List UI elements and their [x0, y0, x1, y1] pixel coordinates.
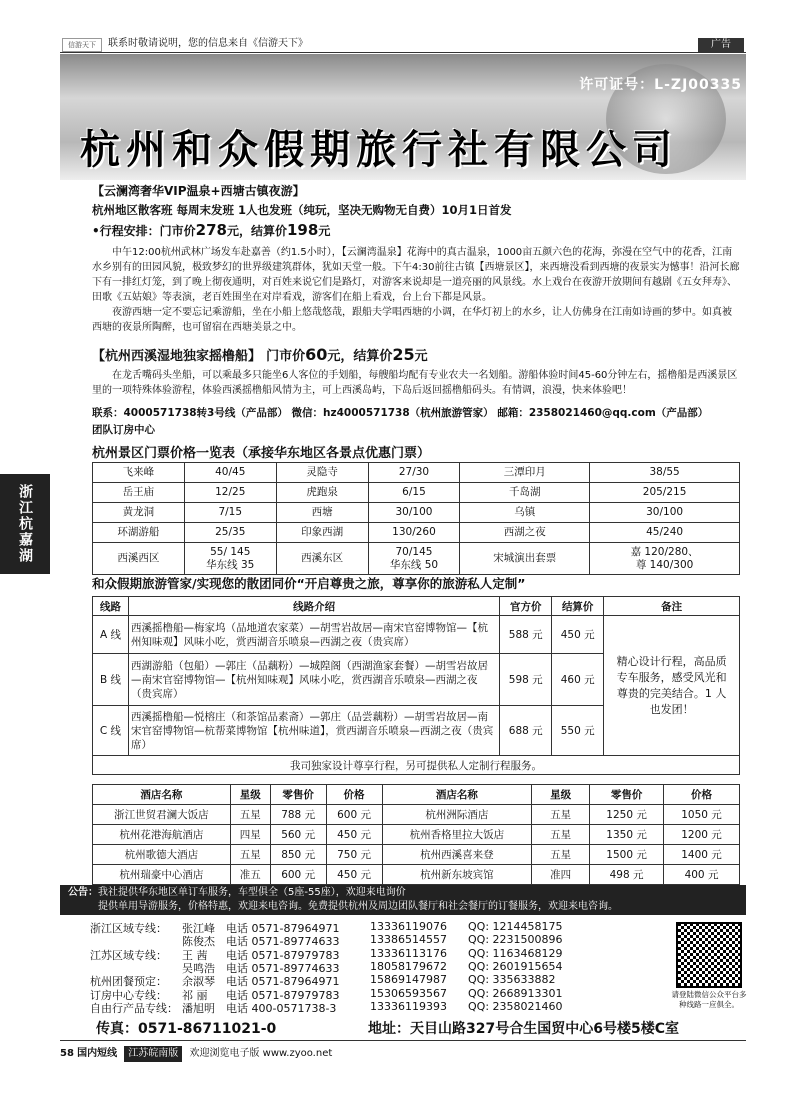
- hotel-header: 酒店名称: [382, 785, 532, 805]
- hotel-star: 五星: [532, 845, 590, 865]
- ticket-attraction: 西溪西区: [93, 543, 185, 575]
- contact-qq: QQ: 2668913301: [468, 986, 563, 1000]
- ticket-attraction: 乌镇: [460, 503, 590, 523]
- hotel-retail-price: 1250 元: [590, 805, 664, 825]
- contact-qq: QQ: 2358021460: [468, 999, 563, 1013]
- route-table: [92, 596, 740, 775]
- hotel-star: 五星: [532, 825, 590, 845]
- hotel-name: 杭州新东坡宾馆: [382, 865, 532, 885]
- qr-code: [676, 922, 742, 988]
- top-strip: [60, 36, 744, 52]
- hotel-retail-price: 600 元: [270, 865, 326, 885]
- route-header-settle: 结算价: [552, 597, 604, 616]
- contact-mobile: 18058179672: [370, 959, 447, 973]
- contact-department: 自由行产品专线：: [90, 1001, 178, 1015]
- contact-phone: 电话 0571-87964971: [226, 975, 340, 989]
- publication-logo: 信游天下: [62, 38, 102, 52]
- tour2-heading: [92, 345, 428, 364]
- hotel-header: 零售价: [270, 785, 326, 805]
- ticket-attraction: 宋城演出套票: [460, 543, 590, 575]
- notice-line-2: 提供单用导游服务，价格特惠，欢迎来电咨询。免费提供杭州及周边团队餐厅和社会餐厅的订餐服务，欢迎来电咨询。: [98, 901, 618, 912]
- tour2-price-unit: 元: [414, 349, 428, 364]
- ticket-attraction: 黄龙洞: [93, 503, 185, 523]
- tour1-title: 【云澜湾奢华VIP温泉+西塘古镇夜游】: [92, 184, 305, 198]
- ticket-attraction: 印象西湖: [276, 523, 368, 543]
- tour1-price-mid: 元，结算价: [226, 224, 287, 238]
- contact-department: 浙江区域专线：: [90, 922, 167, 935]
- contact-department: 订房中心专线：: [90, 988, 167, 1002]
- ticket-attraction: 灵隐寺: [276, 463, 368, 483]
- hotel-header: 价格: [664, 785, 740, 805]
- group-booking-center: 团队订房中心: [92, 424, 155, 436]
- page-footer: [60, 1046, 560, 1062]
- contact-phone: 电话 0571-89774633: [226, 961, 340, 975]
- hotel-header: 酒店名称: [93, 785, 231, 805]
- route-header-note: 备注: [604, 597, 740, 616]
- ticket-attraction: 千岛湖: [460, 483, 590, 503]
- notice-line-1: 我社提供华东地区单订车服务，车型俱全（5座-55座），欢迎来电询价: [98, 887, 406, 898]
- ticket-attraction: 环湖游船: [93, 523, 185, 543]
- tour2-price-mid: 元，结算价: [327, 349, 393, 364]
- contact-qq: QQ: 2231500896: [468, 933, 563, 947]
- ticket-row: [93, 503, 740, 523]
- ticket-price: 12/25: [184, 483, 276, 503]
- ticket-price: 27/30: [368, 463, 460, 483]
- hotel-row: [93, 805, 740, 825]
- hotel-row: [93, 865, 740, 885]
- route-desc: 西溪摇橹船—悦榕庄（和茶馆品素斋）—郭庄（品尝藕粉）—胡雪岩故居—南宋官窑博物馆—杭帮菜博物馆【杭州味道】，赏西湖音乐喷泉—西湖之夜（贵宾席）: [128, 706, 499, 756]
- contact-name: 吴鸣浩: [182, 961, 215, 975]
- hotel-star: 准五: [230, 865, 270, 885]
- contact-mobile: 13386514557: [370, 933, 447, 947]
- contact-department: 江苏区域专线：: [90, 948, 167, 962]
- fax-number: 传真：0571-86711021-0: [96, 1021, 277, 1037]
- tour1-paragraph-2: 夜游西塘一定不要忘记乘游船，坐在小船上悠哉悠哉，跟船夫学唱西塘的小调，在华灯初上的水乡，让人仿佛身在江南如诗画的梦中。如真被西塘的夜景所陶醉，也可留宿在西塘美景之中。: [92, 307, 732, 333]
- contact-phone: 电话 0571-87979783: [226, 988, 340, 1002]
- ticket-table-title: 杭州景区门票价格一览表（承接华东地区各景点优惠门票）: [92, 446, 431, 461]
- tour2-settle-price: 25: [392, 345, 415, 364]
- ticket-price: 130/260: [368, 523, 460, 543]
- contact-mobile: 13336113176: [370, 946, 447, 960]
- ticket-row: [93, 543, 740, 575]
- hotel-name: 杭州洲际酒店: [382, 805, 532, 825]
- ticket-attraction: 西湖之夜: [460, 523, 590, 543]
- tour2-paragraph: 在龙舌嘴码头坐船，可以乘最多只能坐6人客位的手划船，每艘船均配有专业农夫一名划船。游船体验时间45-60分钟左右，摇橹船是西溪景区里的一项特殊体验游程，体验西溪摇橹船风情为主，可上西溪岛屿，下岛后返回摇橹船码头。有情调，浪漫，快来体验吧！: [92, 370, 738, 396]
- contact-phone: 电话 400-0571738-3: [226, 1001, 337, 1015]
- qr-caption: 请登陆微信公众平台多种线路一应俱全。: [671, 990, 747, 1009]
- route-header-official: 官方价: [500, 597, 552, 616]
- ticket-price: 25/35: [184, 523, 276, 543]
- ticket-price: 嘉 120/280、 尊 140/300: [590, 543, 740, 575]
- route-line: B 线: [93, 654, 129, 706]
- hotel-price: 450 元: [326, 825, 382, 845]
- contact-qq: QQ: 2601915654: [468, 959, 563, 973]
- hotel-name: 杭州香格里拉大饭店: [382, 825, 532, 845]
- contact-phone: 电话 0571-87964971: [226, 922, 340, 935]
- contact-qq: QQ: 1163468129: [468, 946, 563, 960]
- source-message: 联系时敬请说明，您的信息来自《信游天下》: [108, 38, 308, 49]
- hotel-retail-price: 1500 元: [590, 845, 664, 865]
- contact-line: 联系：4000571738转3号线（产品部） 微信：hz4000571738（杭州旅游管家） 邮箱：2358021460@qq.com（产品部）: [92, 407, 709, 419]
- ticket-row: [93, 463, 740, 483]
- edition-badge: 江苏皖南版: [124, 1046, 182, 1062]
- ticket-price: 30/100: [368, 503, 460, 523]
- tour1-price: [92, 221, 330, 239]
- top-divider: [60, 52, 746, 53]
- tour1-settle-price: 198: [287, 221, 319, 239]
- route-note: 精心设计行程，高品质专车服务，感受风光和尊贵的完美结合。1 人也发团！: [604, 616, 740, 756]
- hotel-header: 价格: [326, 785, 382, 805]
- contact-name: 张江峰: [182, 922, 215, 935]
- routes-title: 和众假期旅游管家/实现您的散团同价“开启尊贵之旅，尊享你的旅游私人定制”: [92, 576, 526, 591]
- ticket-price: 6/15: [368, 483, 460, 503]
- hotel-retail-price: 788 元: [270, 805, 326, 825]
- ticket-price: 45/240: [590, 523, 740, 543]
- hotel-star: 四星: [230, 825, 270, 845]
- ticket-price: 7/15: [184, 503, 276, 523]
- route-settle-price: 450 元: [552, 616, 604, 654]
- tour2-title: 【杭州西溪湿地独家摇橹船】: [92, 349, 262, 364]
- route-settle-price: 550 元: [552, 706, 604, 756]
- tour1-price-label: •行程安排：门市价: [92, 224, 196, 238]
- ticket-price: 70/145 华东线 50: [368, 543, 460, 575]
- ticket-attraction: 飞来峰: [93, 463, 185, 483]
- license-number: 许可证号：L-ZJ00335: [579, 77, 742, 93]
- hotel-retail-price: 560 元: [270, 825, 326, 845]
- hotel-header: 星级: [532, 785, 590, 805]
- hotel-name: 杭州花港海航酒店: [93, 825, 231, 845]
- tour2-market-price: 60: [305, 345, 328, 364]
- hotel-star: 五星: [230, 805, 270, 825]
- address: 地址：天目山路327号合生国贸中心6号楼5楼C室: [368, 1021, 679, 1037]
- hotel-price: 400 元: [664, 865, 740, 885]
- section-name: 国内短线: [77, 1048, 118, 1059]
- hotel-row: [93, 825, 740, 845]
- contact-mobile: 15306593567: [370, 986, 447, 1000]
- company-name: 杭州和众假期旅行社有限公司: [80, 126, 678, 173]
- ticket-price: 205/215: [590, 483, 740, 503]
- contact-qq: QQ: 335633882: [468, 973, 556, 987]
- region-label-1: 浙江: [17, 484, 33, 516]
- hotel-name: 浙江世贸君澜大饭店: [93, 805, 231, 825]
- contact-mobile: 13336119393: [370, 999, 447, 1013]
- ticket-attraction: 西塘: [276, 503, 368, 523]
- hotel-row: [93, 845, 740, 865]
- hotel-star: 五星: [230, 845, 270, 865]
- ticket-price: 40/45: [184, 463, 276, 483]
- notice-label: 公告：: [68, 887, 98, 898]
- ticket-attraction: 三潭印月: [460, 463, 590, 483]
- tour1-price-unit: 元: [318, 224, 331, 238]
- ticket-row: [93, 523, 740, 543]
- hotel-retail-price: 498 元: [590, 865, 664, 885]
- route-line: A 线: [93, 616, 129, 654]
- hotel-star: 五星: [532, 805, 590, 825]
- region-side-tab: [0, 474, 50, 574]
- hotel-price: 600 元: [326, 805, 382, 825]
- hotel-price: 750 元: [326, 845, 382, 865]
- tour1-market-price: 278: [195, 221, 227, 239]
- contact-phone: 电话 0571-89774633: [226, 935, 340, 949]
- route-header-line: 线路: [93, 597, 129, 616]
- ticket-price-table: [92, 462, 740, 575]
- ticket-row: [93, 483, 740, 503]
- ticket-attraction: 岳王庙: [93, 483, 185, 503]
- hotel-retail-price: 1350 元: [590, 825, 664, 845]
- route-footer: 我司独家设计尊享行程，另可提供私人定制行程服务。: [93, 756, 740, 775]
- contact-name: 祁 丽: [182, 988, 208, 1002]
- hotel-name: 杭州西溪喜来登: [382, 845, 532, 865]
- route-settle-price: 460 元: [552, 654, 604, 706]
- ticket-attraction: 虎跑泉: [276, 483, 368, 503]
- route-official-price: 588 元: [500, 616, 552, 654]
- hotel-name: 杭州瑞豪中心酒店: [93, 865, 231, 885]
- hotel-price: 1200 元: [664, 825, 740, 845]
- contact-mobile: 13336119076: [370, 920, 447, 933]
- contact-qq: QQ: 1214458175: [468, 920, 563, 933]
- ticket-price: 30/100: [590, 503, 740, 523]
- contact-name: 王 茜: [182, 948, 208, 962]
- contact-name: 潘旭明: [182, 1001, 215, 1015]
- hotel-retail-price: 850 元: [270, 845, 326, 865]
- bottom-divider: [60, 1040, 746, 1041]
- ad-tag: 广告: [698, 38, 744, 52]
- contact-name: 余淑琴: [182, 975, 215, 989]
- hotel-star: 准四: [532, 865, 590, 885]
- ticket-price: 38/55: [590, 463, 740, 483]
- route-desc: 西溪摇橹船—梅家坞（品地道农家菜）—胡雪岩故居—南宋官窑博物馆—【杭州知味观】风味小吃，赏西湖音乐喷泉—西湖之夜（贵宾席）: [128, 616, 499, 654]
- hotel-price: 1050 元: [664, 805, 740, 825]
- route-line: C 线: [93, 706, 129, 756]
- notice-bar: [60, 885, 746, 915]
- route-header-desc: 线路介绍: [128, 597, 499, 616]
- contact-mobile: 15869147987: [370, 973, 447, 987]
- contact-name: 陈俊杰: [182, 935, 215, 949]
- website: 欢迎浏览电子版 www.zyoo.net: [189, 1048, 333, 1059]
- tour1-subtitle: 杭州地区散客班 每周末发班 1人也发班（纯玩，坚决无购物无自费）10月1日首发: [92, 203, 512, 217]
- hotel-price: 1400 元: [664, 845, 740, 865]
- route-official-price: 598 元: [500, 654, 552, 706]
- route-official-price: 688 元: [500, 706, 552, 756]
- region-label-2: 杭嘉湖: [17, 516, 33, 564]
- ticket-price: 55/ 145 华东线 35: [184, 543, 276, 575]
- page-number: 58: [60, 1048, 74, 1059]
- tour2-price-label: 门市价: [266, 349, 306, 364]
- route-desc: 西湖游船（包船）—郭庄（品藕粉）—城隍阁（西湖渔家套餐）—胡雪岩故居—南宋官窑博物馆—【杭州知味观】风味小吃，赏西湖音乐喷泉—西湖之夜（贵宾席）: [128, 654, 499, 706]
- hotel-header: 星级: [230, 785, 270, 805]
- tour1-paragraph-1: 中午12:00杭州武林广场发车赴嘉善（约1.5小时），【云澜湾温泉】花海中的真古温泉，1000亩五颜六色的花海，弥漫在空气中的花香，江南水乡别有的田园风貌，极致梦幻的世界级建筑群体，犹如天堂一般。下午4:30前往古镇【西塘景区】，来西塘没看到西塘的夜景实为憾事！沿河长廊下有一排红灯笼，到了晚上彻夜通明，对百姓来说它们是路灯，对游客来说却是一道亮丽的风景线。水上戏台在夜游开放期间有越剧《五女拜寿》、田歌《五姑娘》等表演，老百姓围坐在对岸看戏，游客们在船上看戏，台上台下都是风景。: [92, 247, 740, 303]
- contact-phone: 电话 0571-87979783: [226, 948, 340, 962]
- hotel-price: 450 元: [326, 865, 382, 885]
- contact-department: 杭州团餐预定：: [90, 975, 167, 989]
- hotel-header: 零售价: [590, 785, 664, 805]
- hotel-table: [92, 784, 740, 885]
- ticket-attraction: 西溪东区: [276, 543, 368, 575]
- hotel-name: 杭州歌德大酒店: [93, 845, 231, 865]
